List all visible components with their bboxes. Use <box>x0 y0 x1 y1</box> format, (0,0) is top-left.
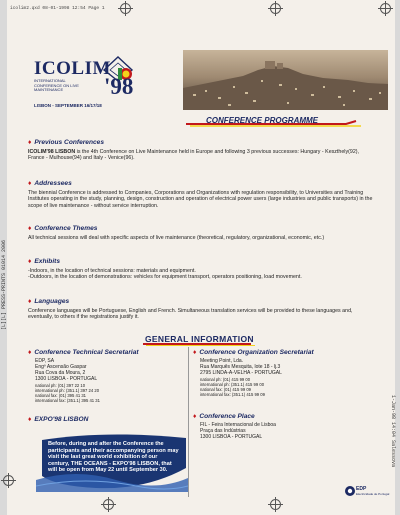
section-lead: ICOLIM'98 LISBON <box>28 149 76 155</box>
registration-mark-icon <box>120 3 131 14</box>
contact-line: international ph: (351.1) 397 24 20 <box>35 387 100 393</box>
section-title: Addressees <box>34 180 72 187</box>
address-line: Engº Ascensão Gaspar <box>35 363 87 370</box>
section-text: -Indoors, in the location of technical sessions: materials and equipment. -Outdoors, in the location of demonstrations: vehicles for equipment transport, operators positioning, load movement. <box>28 268 302 281</box>
address-line: EDP, SA <box>35 357 55 364</box>
side-date-stamp: 1-Jan-98 14:04 Salessova <box>390 395 396 468</box>
bullet-icon: ♦ <box>193 413 197 420</box>
expo-title: EXPO'98 LISBON <box>34 416 89 423</box>
bullet-icon: ♦ <box>28 139 32 146</box>
contact-line: international ph: (351.1) 415 99 00 <box>200 381 265 387</box>
print-slug: icolim2.qxd 08-01-1998 12:54 Page 1 <box>10 6 105 11</box>
registration-mark-icon <box>103 499 114 510</box>
address-line: 2795 LINDA-A-VELHA - PORTUGAL <box>200 369 282 376</box>
bullet-icon: ♦ <box>28 298 32 305</box>
column-divider <box>188 347 189 497</box>
contact-line: international fax: (351.1) 415 99 09 <box>200 391 265 397</box>
section-text: Conference languages will be Portuguese, English and French. Simultaneous translation services will be provided to these languages and, eventually, to others if the registrations justify it. <box>28 308 353 321</box>
address-line: Praça das Indústrias <box>200 427 246 434</box>
general-information-title: GENERAL INFORMATION <box>145 334 254 344</box>
conference-place <box>193 414 373 441</box>
organization-secretariat-title: Conference Organization Secretariat <box>199 349 314 356</box>
general-information-banner <box>143 334 255 346</box>
contact-line: national fax: (01) 395 41 31 <box>35 392 86 398</box>
edp-subtitle: Electricidade de Portugal <box>356 492 390 496</box>
bullet-icon: ♦ <box>28 349 32 356</box>
logo-wordmark: ICOLIM <box>34 58 111 79</box>
expo-text: Before, during and after the Conference the participants and their accompanying person may visit the last great world exhibition of our century, THE OCEANS - EXPO'98 LISBON, that will be open from May 22 until September 30. <box>48 441 179 474</box>
section-exhibits <box>28 258 373 281</box>
contact-line: international fax: (351.1) 395 41 31 <box>35 397 100 403</box>
bullet-icon: ♦ <box>28 225 32 232</box>
address-line: 1300 LISBOA - PORTUGAL <box>200 433 263 440</box>
edp-name: EDP <box>356 486 367 492</box>
conference-place-title: Conference Place <box>199 413 255 420</box>
registration-mark-icon <box>3 475 14 486</box>
edp-logo-icon <box>345 482 393 500</box>
contact-line: national ph: (01) 415 99 00 <box>200 376 251 382</box>
section-title: Exhibits <box>34 258 61 265</box>
logo-dates: LISBON - SEPTEMBER 16/17/18 <box>34 103 102 108</box>
address-line: Rua Cova da Moura, 2 <box>35 369 86 376</box>
contact-line: national fax: (01) 415 99 09 <box>200 386 251 392</box>
section-title: Conference Themes <box>34 225 98 232</box>
registration-mark-icon <box>380 3 391 14</box>
address-line: 1300 LISBOA - PORTUGAL <box>35 375 98 382</box>
bullet-icon: ♦ <box>28 416 32 423</box>
section-text: The biennial Conference is addressed to Companies, Corporations and Organizations with regulation responsibility, to Universities and Training Institutes operating in the study, planning, design, construction and operation of electrical power users (large industries and public transports) in the scope of live maintenance - without service interruption. <box>28 190 373 209</box>
registration-mark-icon <box>270 3 281 14</box>
address-line: FIL - Feira Internacional de Lisboa <box>200 421 276 428</box>
section-previous-conferences <box>28 139 373 162</box>
organization-secretariat <box>193 350 373 397</box>
address-line: Rua Marquês Mesquita, lote 18 - lj.3 <box>200 363 281 370</box>
section-languages <box>28 298 373 321</box>
lisbon-city-photo <box>183 50 388 110</box>
registration-mark-icon <box>270 499 281 510</box>
logo-year: '98 <box>104 74 134 99</box>
logo-subtitle: INTERNATIONAL CONFERENCE ON LIVE MAINTENANCE <box>34 78 79 93</box>
programme-title: CONFERENCE PROGRAMME <box>206 116 319 125</box>
section-title: Languages <box>34 298 70 305</box>
bullet-icon: ♦ <box>193 349 197 356</box>
contact-line: national ph: (01) 397 22 10 <box>35 382 86 388</box>
section-text: is the 4th Conference on Live Maintenance held in Europe and following 3 previous successes: Hungary - Keszthely(92), France - Mulhouse(94) and Italy - Venice(96). <box>28 149 360 162</box>
section-conference-themes <box>28 225 373 241</box>
technical-secretariat-title: Conference Technical Secretariat <box>34 349 139 356</box>
side-print-marks: [L][L] PRESS-PRINTS 01014 2006 <box>1 240 7 331</box>
bullet-icon: ♦ <box>28 258 32 265</box>
technical-secretariat <box>28 350 183 403</box>
address-line: Meeting Point, Lda. <box>200 357 244 364</box>
bullet-icon: ♦ <box>28 180 32 187</box>
conference-programme-banner <box>186 115 364 127</box>
expo-heading <box>28 417 183 426</box>
section-title: Previous Conferences <box>34 139 105 146</box>
section-text: All technical sessions will deal with specific aspects of live maintenance (theoretical, regulatory, organizational, economic, etc.) <box>28 235 325 241</box>
section-addressees <box>28 180 373 209</box>
